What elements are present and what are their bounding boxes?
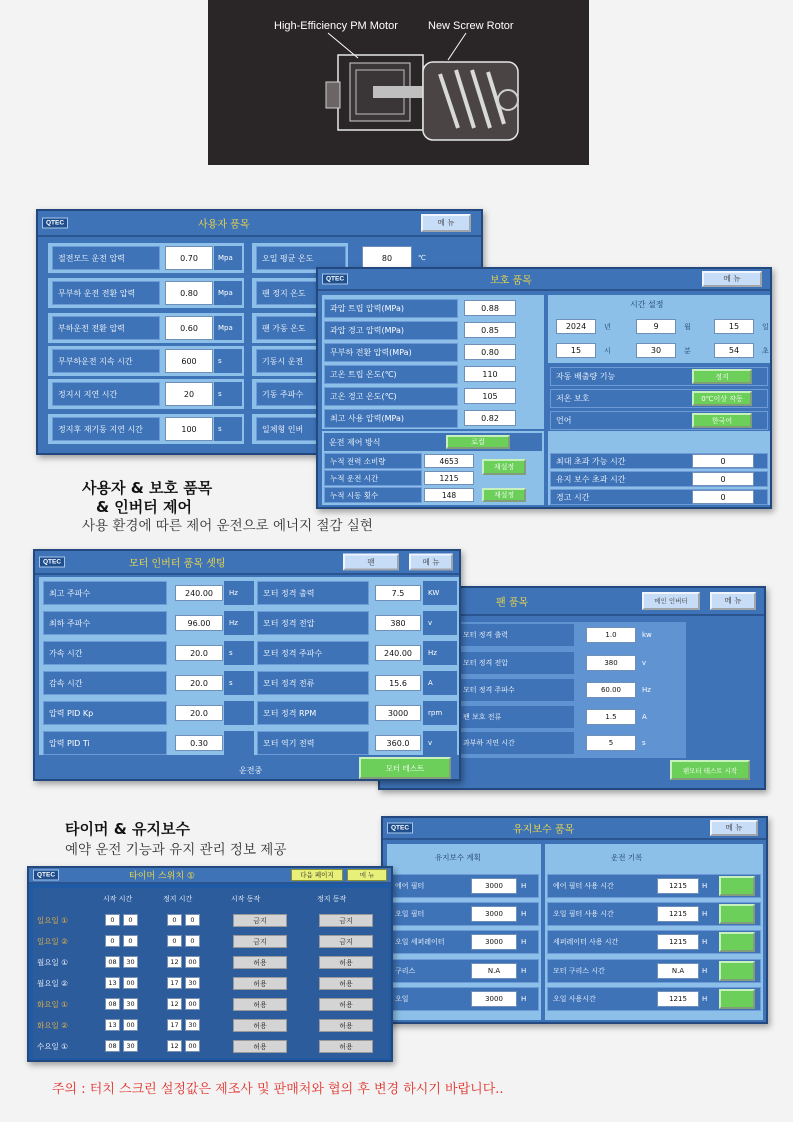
limit-value-input[interactable]: 0 xyxy=(692,454,754,468)
timer-panel-titlebar xyxy=(29,868,391,884)
usage-record-value: 1215 xyxy=(657,878,699,894)
section2-title: 타이머 & 유지보수 xyxy=(65,820,190,838)
usage-record-label: 에어 필터 사용 시간 xyxy=(547,874,761,898)
timer-day-label: 일요일 ① xyxy=(37,916,68,925)
setting-label: 기동 주파수 xyxy=(256,382,346,406)
stop-hour-input[interactable]: 12 xyxy=(167,956,182,968)
option-label: 언어 xyxy=(550,411,768,430)
motor-test-button[interactable]: 모터 테스트 xyxy=(359,757,451,779)
inverter-label: 압력 PID Kp xyxy=(43,701,167,725)
timer-panel-title: 타이머 스위치 ① xyxy=(129,871,195,882)
limit-label: 최대 초과 가능 시간 xyxy=(550,453,768,469)
qtec-logo: QTEC xyxy=(322,274,348,285)
limit-label: 유지 보수 초과 시간 xyxy=(550,471,768,487)
unit-label: s xyxy=(214,417,242,441)
maintenance-interval-input[interactable]: 3000 xyxy=(471,991,517,1007)
protection-label: 고온 경고 온도(℃) xyxy=(324,387,458,406)
control-mode-button[interactable]: 로컬 xyxy=(446,435,510,449)
fan-value-input[interactable]: 1.5 xyxy=(586,709,636,725)
stop-action-button[interactable]: 허용 xyxy=(319,998,373,1011)
maintenance-interval-input[interactable]: 3000 xyxy=(471,934,517,950)
fan-button[interactable]: 팬 xyxy=(343,554,399,571)
option-toggle-button[interactable]: 한국어 xyxy=(692,413,752,428)
start-action-button[interactable]: 허용 xyxy=(233,998,287,1011)
motor-label: 모터 정격 RPM xyxy=(257,701,369,725)
reset-usage-button[interactable] xyxy=(719,904,755,924)
stop-minute-input[interactable]: 00 xyxy=(185,998,200,1010)
start-action-button[interactable]: 허용 xyxy=(233,977,287,990)
motor-label: 모터 정격 전압 xyxy=(257,611,369,635)
motor-label: 모터 정격 출력 xyxy=(257,581,369,605)
start-action-button[interactable]: 허용 xyxy=(233,1040,287,1053)
unit-label: H xyxy=(702,995,708,1003)
motor-label: 모터 정격 주파수 xyxy=(257,641,369,665)
accumulated-stat-value: 4653 xyxy=(424,454,474,468)
fan-test-button[interactable]: 팬모터 테스트 시작 xyxy=(670,760,750,780)
protection-label: 과압 트립 압력(MPa) xyxy=(324,299,458,318)
timer-column-header: 시작 동작 xyxy=(231,895,261,903)
timer-column-header: 정지 동작 xyxy=(317,895,347,903)
unit-label: Hz xyxy=(224,611,254,635)
maintenance-item-label: 에어 필터 xyxy=(389,874,539,898)
inverter-value-input[interactable]: 240.00 xyxy=(175,585,223,601)
menu-button[interactable]: 메 뉴 xyxy=(702,271,762,287)
setting-label: 오일 평균 온도 xyxy=(256,246,346,270)
start-hour-input[interactable]: 13 xyxy=(105,1019,120,1031)
start-minute-input[interactable]: 00 xyxy=(123,1019,138,1031)
section1-title-line2: & 인버터 제어 xyxy=(96,498,192,516)
timer-day-label: 월요일 ① xyxy=(37,958,68,967)
unit-label: s xyxy=(642,739,646,747)
unit-label: s xyxy=(224,671,254,695)
inverter-label: 최하 주파수 xyxy=(43,611,167,635)
accumulated-stat-label: 누적 운전 시간 xyxy=(324,470,422,486)
protection-label: 과압 경고 압력(MPa) xyxy=(324,321,458,340)
motor-panel-title: 모터 인버터 품목 셋팅 xyxy=(129,558,226,570)
option-label: 자동 배출량 기능 xyxy=(550,367,768,386)
date-time-unit: 분 xyxy=(684,347,691,355)
accumulated-stat-label: 누적 시동 횟수 xyxy=(324,487,422,503)
unit-label: H xyxy=(702,967,708,975)
timer-day-label: 화요일 ② xyxy=(37,1021,68,1030)
unit-label: H xyxy=(702,910,708,918)
unit-label: A xyxy=(642,713,647,721)
setting-value-input[interactable]: 0.70 xyxy=(165,246,213,270)
qtec-logo: QTEC xyxy=(42,218,68,229)
start-action-button[interactable]: 허용 xyxy=(233,1019,287,1032)
qtec-logo: QTEC xyxy=(39,557,65,568)
protection-panel-titlebar xyxy=(318,269,770,291)
date-time-unit: 초 xyxy=(762,347,769,355)
compressor-cutaway-illustration xyxy=(208,0,589,165)
unit-label: rpm xyxy=(423,701,457,725)
stop-minute-input[interactable]: 30 xyxy=(185,977,200,989)
unit-label: H xyxy=(521,967,527,975)
timer-switch-panel xyxy=(27,866,393,1062)
reset-usage-button[interactable] xyxy=(719,932,755,952)
start-minute-input[interactable]: 0 xyxy=(123,914,138,926)
unit-label: H xyxy=(702,882,708,890)
motor-value-input[interactable]: 240.00 xyxy=(375,645,421,661)
fan-label: 모터 정격 주파수 xyxy=(458,679,574,701)
reset-usage-button[interactable] xyxy=(719,961,755,981)
unit-label: H xyxy=(521,882,527,890)
start-minute-input[interactable]: 00 xyxy=(123,977,138,989)
section2-subtitle: 예약 운전 기능과 유지 관리 정보 제공 xyxy=(65,842,287,858)
start-hour-input[interactable]: 0 xyxy=(105,914,120,926)
stop-action-button[interactable]: 금지 xyxy=(319,935,373,948)
qtec-logo: QTEC xyxy=(387,823,413,834)
usage-record-value: 1215 xyxy=(657,991,699,1007)
fan-value-input[interactable]: 380 xyxy=(586,655,636,671)
stop-action-button[interactable]: 허용 xyxy=(319,1019,373,1032)
timer-column-header: 시작 시간 xyxy=(103,895,133,903)
running-status: 운전중 xyxy=(239,766,263,775)
unit-label: H xyxy=(521,910,527,918)
stop-minute-input[interactable]: 0 xyxy=(185,914,200,926)
start-minute-input[interactable]: 30 xyxy=(123,956,138,968)
stop-minute-input[interactable]: 00 xyxy=(185,1040,200,1052)
protection-panel-title: 보호 품목 xyxy=(490,275,532,287)
menu-button[interactable]: 메 뉴 xyxy=(421,214,471,232)
inverter-value-input[interactable]: 20.0 xyxy=(175,645,223,661)
fan-value-input[interactable]: 1.0 xyxy=(586,627,636,643)
motor-value-input[interactable]: 3000 xyxy=(375,705,421,721)
protection-value-input[interactable]: 105 xyxy=(464,388,516,404)
next-page-button[interactable]: 다음 페이지 xyxy=(291,869,343,881)
usage-record-value: 1215 xyxy=(657,934,699,950)
user-panel-titlebar xyxy=(38,211,481,237)
date-time-input[interactable]: 15 xyxy=(714,319,754,334)
setting-label: 부하운전 전환 압력 xyxy=(52,316,160,340)
unit-label: Hz xyxy=(423,641,457,665)
screw-rotor-caption: New Screw Rotor xyxy=(428,20,514,32)
unit-label: s xyxy=(214,382,242,406)
stop-action-button[interactable]: 허용 xyxy=(319,977,373,990)
fan-label: 팬 보호 전류 xyxy=(458,706,574,728)
start-minute-input[interactable]: 30 xyxy=(123,998,138,1010)
inverter-value-input[interactable]: 20.0 xyxy=(175,705,223,721)
maintenance-item-label: 오일 세퍼레이터 xyxy=(389,930,539,954)
accumulated-stat-value: 148 xyxy=(424,488,474,502)
maintenance-interval-input[interactable]: 3000 xyxy=(471,878,517,894)
inverter-value-input[interactable]: 96.00 xyxy=(175,615,223,631)
pm-motor-caption: High-Efficiency PM Motor xyxy=(274,20,398,32)
unit-label xyxy=(224,731,254,755)
stop-hour-input[interactable]: 12 xyxy=(167,998,182,1010)
protection-settings-panel xyxy=(316,267,772,509)
date-time-input[interactable]: 9 xyxy=(636,319,676,334)
usage-record-label: 오일 필터 사용 시간 xyxy=(547,902,761,926)
start-action-button[interactable]: 허용 xyxy=(233,956,287,969)
maintenance-item-label: 오일 필터 xyxy=(389,902,539,926)
start-action-button[interactable]: 금지 xyxy=(233,935,287,948)
unit-label: KW xyxy=(423,581,457,605)
setting-value-input[interactable]: 0.60 xyxy=(165,316,213,340)
unit-label: H xyxy=(521,995,527,1003)
stop-action-button[interactable]: 금지 xyxy=(319,914,373,927)
option-toggle-button[interactable]: 정지 xyxy=(692,369,752,384)
timer-day-label: 화요일 ① xyxy=(37,1000,68,1009)
unit-label: A xyxy=(423,671,457,695)
inverter-label: 최고 주파수 xyxy=(43,581,167,605)
fan-panel-title: 팬 품목 xyxy=(496,597,529,609)
setting-label: 팬 정지 온도 xyxy=(256,281,346,305)
main-inverter-button[interactable]: 메인 인버터 xyxy=(642,592,700,610)
unit-label: s xyxy=(224,641,254,665)
reset-usage-button[interactable] xyxy=(719,876,755,896)
setting-label: 정지시 지연 시간 xyxy=(52,382,160,406)
motor-value-input[interactable]: 380 xyxy=(375,615,421,631)
date-time-unit: 시 xyxy=(604,347,611,355)
option-label: 저온 보호 xyxy=(550,389,768,408)
setting-value-input[interactable]: 600 xyxy=(165,349,213,373)
maintenance-panel-titlebar xyxy=(383,818,766,840)
motor-value-input[interactable]: 15.6 xyxy=(375,675,421,691)
setting-label: 팬 가동 온도 xyxy=(256,316,346,340)
usage-record-value: 1215 xyxy=(657,906,699,922)
unit-label xyxy=(224,701,254,725)
date-time-unit: 일 xyxy=(762,323,769,331)
protection-label: 최고 사용 압력(MPa) xyxy=(324,409,458,428)
unit-label: kw xyxy=(642,631,652,639)
menu-button[interactable]: 메 뉴 xyxy=(409,554,453,571)
accumulated-stat-label: 누적 전력 소비량 xyxy=(324,453,422,469)
date-time-input[interactable]: 15 xyxy=(556,343,596,358)
setting-label: 무부하 운전 전환 압력 xyxy=(52,281,160,305)
stop-hour-input[interactable]: 0 xyxy=(167,935,182,947)
oil-temp-value[interactable]: 80 xyxy=(362,246,412,270)
unit-label: v xyxy=(423,731,457,755)
protection-label: 고온 트립 온도(℃) xyxy=(324,365,458,384)
start-minute-input[interactable]: 0 xyxy=(123,935,138,947)
protection-value-input[interactable]: 0.88 xyxy=(464,300,516,316)
stop-hour-input[interactable]: 17 xyxy=(167,977,182,989)
inverter-value-input[interactable]: 0.30 xyxy=(175,735,223,751)
inverter-label: 감속 시간 xyxy=(43,671,167,695)
motor-rotor-photo xyxy=(208,0,589,165)
motor-panel-titlebar xyxy=(35,551,459,575)
date-time-input[interactable]: 30 xyxy=(636,343,676,358)
motor-value-input[interactable]: 7.5 xyxy=(375,585,421,601)
maintenance-panel-title: 유지보수 품목 xyxy=(513,824,575,836)
option-toggle-button[interactable]: 0℃이상 작동 xyxy=(692,391,752,406)
unit-label: Hz xyxy=(224,581,254,605)
stop-hour-input[interactable]: 17 xyxy=(167,1019,182,1031)
qtec-logo: QTEC xyxy=(33,870,59,881)
setting-label: 절전모드 운전 압력 xyxy=(52,246,160,270)
fan-label: 과부하 지연 시간 xyxy=(458,732,574,754)
start-hour-input[interactable]: 08 xyxy=(105,956,120,968)
stop-minute-input[interactable]: 0 xyxy=(185,935,200,947)
fan-label: 모터 정격 전압 xyxy=(458,652,574,674)
user-panel-title: 사용자 품목 xyxy=(198,219,250,231)
start-hour-input[interactable]: 0 xyxy=(105,935,120,947)
maintenance-interval-input[interactable]: N.A xyxy=(471,963,517,979)
setting-value-input[interactable]: 100 xyxy=(165,417,213,441)
setting-label: 무부하운전 지속 시간 xyxy=(52,349,160,373)
stop-action-button[interactable]: 허용 xyxy=(319,956,373,969)
unit-label: s xyxy=(214,349,242,373)
maintenance-panel xyxy=(381,816,768,1024)
start-hour-input[interactable]: 13 xyxy=(105,977,120,989)
section1-subtitle: 사용 환경에 따른 제어 운전으로 에너지 절감 실현 xyxy=(82,518,373,534)
maintenance-item-label: 오일 xyxy=(389,987,539,1011)
reset-button[interactable]: 재설정 xyxy=(482,488,526,502)
protection-value-input[interactable]: 0.85 xyxy=(464,322,516,338)
start-hour-input[interactable]: 08 xyxy=(105,998,120,1010)
menu-button[interactable]: 메 뉴 xyxy=(347,869,387,881)
unit-label: Mpa xyxy=(214,281,242,305)
unit-label: H xyxy=(521,938,527,946)
accumulated-stat-value: 1215 xyxy=(424,471,474,485)
unit-label: Mpa xyxy=(214,316,242,340)
limit-value-input[interactable]: 0 xyxy=(692,490,754,504)
stop-hour-input[interactable]: 12 xyxy=(167,1040,182,1052)
protection-label: 무부하 전환 압력(MPa) xyxy=(324,343,458,362)
timer-day-label: 월요일 ② xyxy=(37,979,68,988)
protection-value-input[interactable]: 110 xyxy=(464,366,516,382)
maintenance-item-label: 구리스 xyxy=(389,959,539,983)
date-time-unit: 월 xyxy=(684,323,691,331)
maintenance-interval-input[interactable]: 3000 xyxy=(471,906,517,922)
inverter-label: 가속 시간 xyxy=(43,641,167,665)
setting-label: 기동시 운전 xyxy=(256,349,346,373)
fan-value-input[interactable]: 5 xyxy=(586,735,636,751)
inverter-label: 압력 PID Ti xyxy=(43,731,167,755)
timer-day-label: 수요일 ① xyxy=(37,1042,68,1051)
date-time-input[interactable]: 54 xyxy=(714,343,754,358)
stop-minute-input[interactable]: 30 xyxy=(185,1019,200,1031)
usage-record-label: 세퍼레이터 사용 시간 xyxy=(547,930,761,954)
stop-hour-input[interactable]: 0 xyxy=(167,914,182,926)
reset-button[interactable]: 재설정 xyxy=(482,459,526,475)
time-setting-title: 시간 설정 xyxy=(630,300,664,309)
timer-column-header: 정지 시간 xyxy=(163,895,193,903)
control-mode-label: 운전 제어 방식 xyxy=(324,433,542,451)
fan-value-input[interactable]: 60.00 xyxy=(586,682,636,698)
timer-day-label: 일요일 ② xyxy=(37,937,68,946)
unit-label: H xyxy=(702,938,708,946)
menu-button[interactable]: 메 뉴 xyxy=(710,820,758,836)
setting-value-input[interactable]: 20 xyxy=(165,382,213,406)
setting-value-input[interactable]: 0.80 xyxy=(165,281,213,305)
start-hour-input[interactable]: 08 xyxy=(105,1040,120,1052)
usage-record-label: 모터 구리스 시간 xyxy=(547,959,761,983)
reset-usage-button[interactable] xyxy=(719,989,755,1009)
protection-value-input[interactable]: 0.82 xyxy=(464,410,516,426)
unit-label: v xyxy=(423,611,457,635)
unit-label: ℃ xyxy=(413,246,441,270)
start-minute-input[interactable]: 30 xyxy=(123,1040,138,1052)
motor-inverter-panel xyxy=(33,549,461,781)
unit-label: Hz xyxy=(642,686,651,694)
plan-title: 유지보수 계획 xyxy=(435,853,481,862)
setting-label: 일체형 인버 xyxy=(256,417,346,441)
stop-action-button[interactable]: 허용 xyxy=(319,1040,373,1053)
unit-label: v xyxy=(642,659,647,667)
limit-label: 경고 시간 xyxy=(550,489,768,505)
date-time-input[interactable]: 2024 xyxy=(556,319,596,334)
motor-value-input[interactable]: 360.0 xyxy=(375,735,421,751)
unit-label: Mpa xyxy=(214,246,242,270)
setting-label: 정지후 재기동 지연 시간 xyxy=(52,417,160,441)
record-title: 운전 기록 xyxy=(611,853,643,862)
limit-value-input[interactable]: 0 xyxy=(692,472,754,486)
stop-minute-input[interactable]: 00 xyxy=(185,956,200,968)
date-time-unit: 년 xyxy=(604,323,611,331)
usage-record-value: N.A xyxy=(657,963,699,979)
inverter-value-input[interactable]: 20.0 xyxy=(175,675,223,691)
start-action-button[interactable]: 금지 xyxy=(233,914,287,927)
section1-title-line1: 사용자 & 보호 품목 xyxy=(82,479,213,497)
motor-label: 모터 역기 전력 xyxy=(257,731,369,755)
protection-value-input[interactable]: 0.80 xyxy=(464,344,516,360)
motor-label: 모터 정격 전류 xyxy=(257,671,369,695)
footer-caution-note: 주의 : 터치 스크린 설정값은 제조사 및 판매처와 협의 후 변경 하시기 바랍니다.. xyxy=(52,1082,504,1097)
fan-label: 모터 정격 출력 xyxy=(458,624,574,646)
menu-button[interactable]: 메 뉴 xyxy=(710,592,756,610)
usage-record-label: 오일 사용시간 xyxy=(547,987,761,1011)
